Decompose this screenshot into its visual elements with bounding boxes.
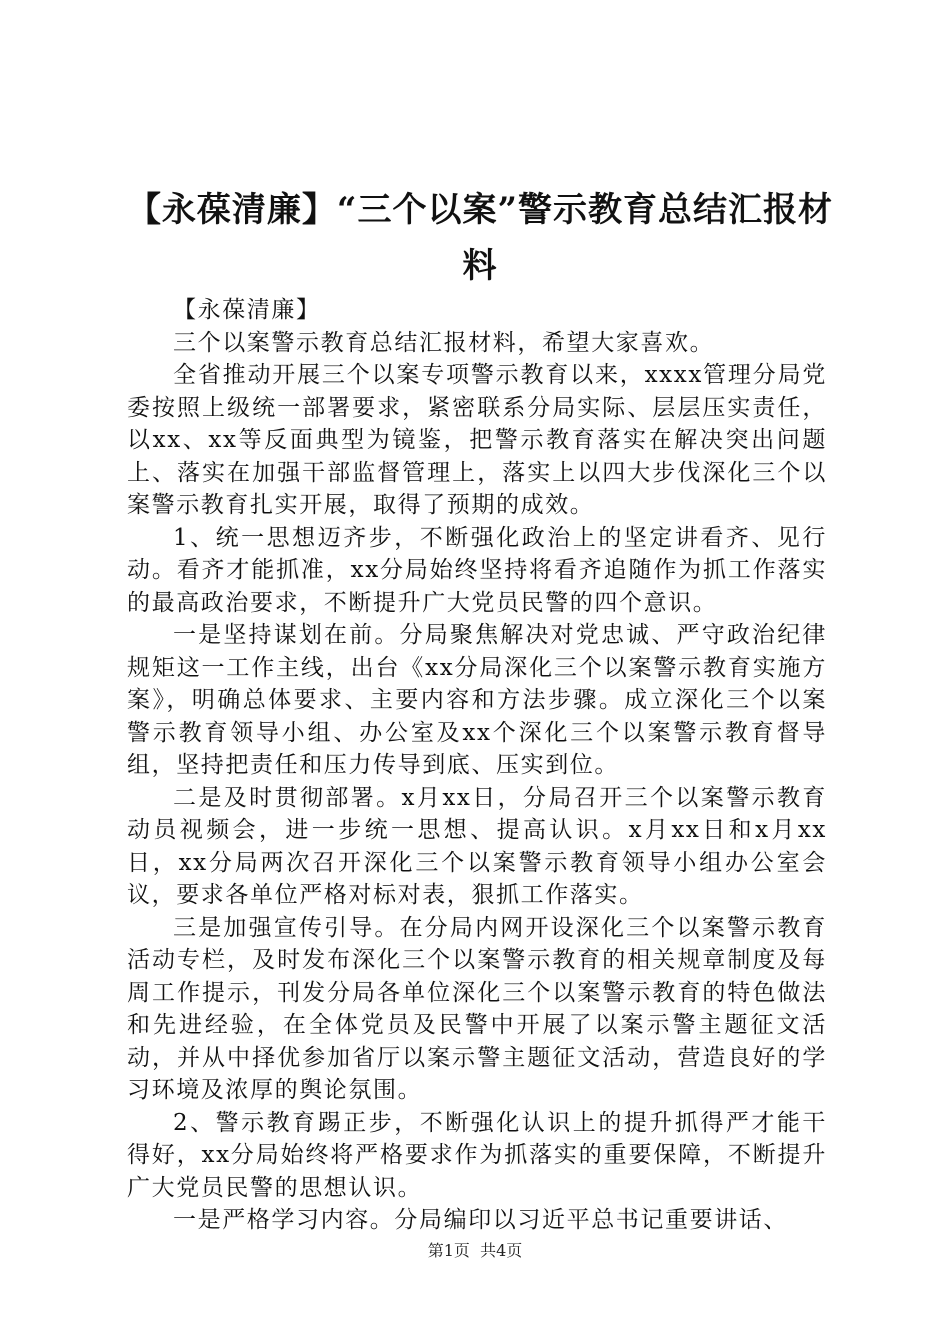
paragraph-section-1-item-1: 一是坚持谋划在前。分局聚焦解决对党忠诚、严守政治纪律规矩这一工作主线，出台《xx分局深化三个以案警示教育实施方案》，明确总体要求、主要内容和方法步骤。成立深化三个以案警示教育领导小组、办公室及xx个深化三个以案警示教育督导组，坚持把责任和压力传导到底、压实到位。 xyxy=(127,622,827,778)
paragraph-section-1: 1、统一思想迈齐步，不断强化政治上的坚定讲看齐、见行动。看齐才能抓准，xx分局始终坚持将看齐追随作为抓工作落实的最高政治要求，不断提升广大党员民警的四个意识。 xyxy=(127,524,827,616)
paragraph-section-1-item-2: 二是及时贯彻部署。x月xx日，分局召开三个以案警示教育动员视频会，进一步统一思想、提高认识。x月xx日和x月xx日，xx分局两次召开深化三个以案警示教育领导小组办公室会议，要求各单位严格对标对表，狠抓工作落实。 xyxy=(127,784,827,908)
document-title: 【永葆清廉】“三个以案”警示教育总结汇报材料 xyxy=(126,190,834,286)
paragraph-intro: 三个以案警示教育总结汇报材料，希望大家喜欢。 xyxy=(173,329,715,356)
paragraph-section-1-item-3: 三是加强宣传引导。在分局内网开设深化三个以案警示教育活动专栏，及时发布深化三个以案警示教育的相关规章制度及每周工作提示，刊发分局各单位深化三个以案警示教育的特色做法和先进经验，在全体党员及民警中开展了以案示警主题征文活动，并从中择优参加省厅以案示警主题征文活动，营造良好的学习环境及浓厚的舆论氛围。 xyxy=(127,914,827,1103)
document-body xyxy=(127,294,827,1237)
paragraph-section-2-item-1: 一是严格学习内容。分局编印以习近平总书记重要讲话、 xyxy=(173,1207,788,1233)
paragraph-intro-tag: 【永葆清廉】 xyxy=(173,297,321,323)
paragraph-section-2: 2、警示教育踢正步，不断强化认识上的提升抓得严才能干得好，xx分局始终将严格要求作为抓落实的重要保障，不断提升广大党员民警的思想认识。 xyxy=(127,1109,827,1201)
page-footer xyxy=(0,1240,950,1262)
paragraph-overview: 全省推动开展三个以案专项警示教育以来，xxxx管理分局党委按照上级统一部署要求，紧密联系分局实际、层层压实责任，以xx、xx等反面典型为镜鉴，把警示教育落实在解决突出问题上、落实在加强干部监督管理上，落实上以四大步伐深化三个以案警示教育扎实开展，取得了预期的成效。 xyxy=(127,362,827,518)
page-number-label: 第1页 共4页 xyxy=(427,1241,523,1260)
